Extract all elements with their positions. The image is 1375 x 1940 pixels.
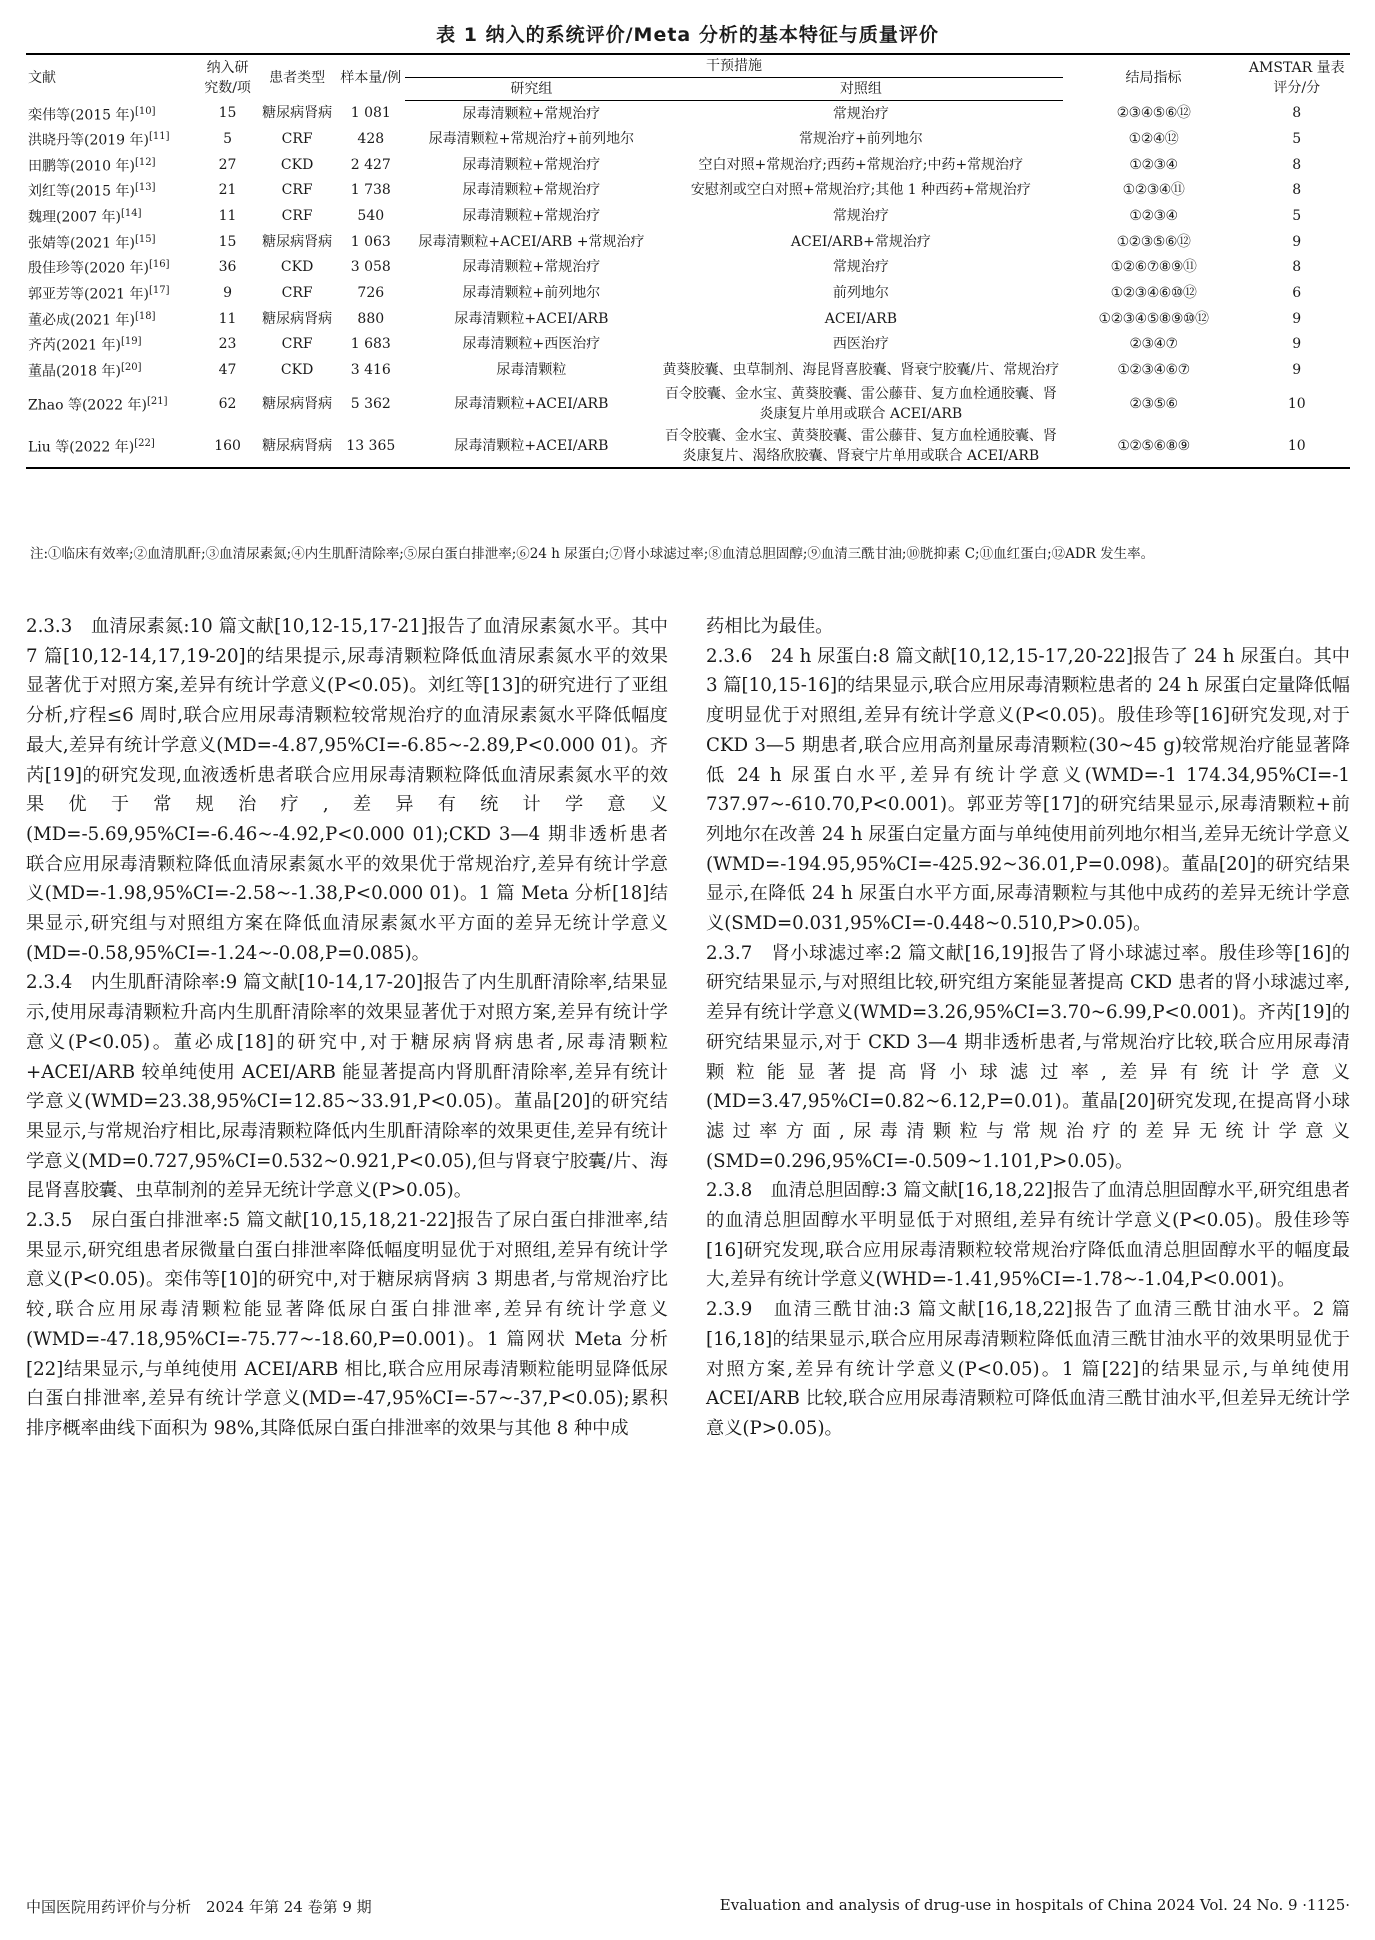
- header-outcomes: 结局指标: [1063, 54, 1243, 101]
- citation-ref: [16]: [149, 259, 170, 271]
- cell-control-group: 常规治疗+前列地尔: [799, 130, 923, 147]
- citation-ref: [12]: [135, 156, 156, 168]
- section-2-3-4: 2.3.4 内生肌酐清除率:9 篇文献[10-14,17-20]报告了内生肌酐清除率,结果显示,使用尿毒清颗粒升高内生肌酐清除率的效果显著优于对照方案,差异有统计学意义(P<0.05)。董必成[18]的研究中,对于糖尿病肾病患者,尿毒清颗粒+ACEI/ARB 较单纯使用 ACEI/ARB 能显著提高内肾肌酐清除率,差异有统计学意义(WMD=23.38,95%CI=12.85~33.91,P<0.05)。董晶[20]的研究结果显示,与常规治疗相比,尿毒清颗粒降低内生肌酐清除率的效果更佳,差异有统计学意义(MD=0.727,95%CI=0.532~0.921,P<0.05),但与肾衰宁胶囊/片、海昆肾喜胶囊、虫草制剂的差异无统计学意义(P>0.05)。: [26, 972, 668, 1202]
- cell-patient-type: CRF: [281, 130, 313, 147]
- cell-literature: 董晶(2018 年)[20]: [28, 362, 142, 380]
- cell-studies: 160: [198, 425, 257, 468]
- cell-patient-type: 糖尿病肾病: [262, 233, 333, 250]
- cell-patient-type: CKD: [280, 156, 314, 173]
- cell-studies: 47: [218, 361, 237, 378]
- cell-literature: Liu 等(2022 年)[22]: [26, 425, 198, 468]
- cell-control-group: 常规治疗: [832, 207, 889, 224]
- cell-literature: 郭亚芳等(2021 年)[17]: [28, 285, 170, 303]
- cell-outcomes: ①②③④⑥⑦: [1117, 361, 1190, 378]
- cell-outcomes: ②③④⑤⑥⑫: [1116, 105, 1191, 122]
- cell-studies: 11: [218, 207, 237, 224]
- cell-outcomes: ②③④⑦: [1129, 336, 1178, 353]
- cell-study-group: 尿毒清颗粒+ACEI/ARB: [454, 395, 609, 412]
- cell-literature: 董必成(2021 年)[18]: [28, 310, 156, 329]
- table-row: [26, 383, 1350, 425]
- cell-control-group: 空白对照+常规治疗;西药+常规治疗;中药+常规治疗: [698, 156, 1024, 173]
- citation-ref: [10]: [135, 105, 156, 117]
- cell-control-group: 前列地尔: [832, 284, 889, 301]
- cell-control-group: 百令胶囊、金水宝、黄葵胶囊、雷公藤苷、复方血栓通胶囊、肾炎康复片单用或联合 ACEI/ARB: [664, 385, 1057, 422]
- cell-study-group: 尿毒清颗粒+常规治疗+前列地尔: [428, 130, 635, 147]
- cell-studies: 21: [218, 182, 237, 199]
- cell-score: 9: [1292, 310, 1302, 327]
- cell-study-group: 尿毒清颗粒+常规治疗: [462, 259, 601, 276]
- cell-sample: 540: [357, 207, 385, 224]
- cell-score: 9: [1292, 233, 1302, 250]
- cell-sample: 13 365: [337, 425, 405, 468]
- cell-patient-type: 糖尿病肾病: [262, 395, 333, 412]
- table-row: [26, 425, 1350, 468]
- header-literature: 文献: [26, 54, 198, 101]
- cell-patient-type: CRF: [281, 284, 313, 301]
- cell-study-group: 尿毒清颗粒: [496, 361, 567, 378]
- cell-study-group: 尿毒清颗粒+ACEI/ARB: [405, 425, 659, 468]
- cell-score: 5: [1292, 207, 1302, 224]
- cell-study-group: 尿毒清颗粒+常规治疗: [462, 207, 601, 224]
- cell-sample: 3 416: [350, 361, 391, 378]
- cell-score: 9: [1292, 361, 1302, 378]
- table-row: [26, 331, 1350, 357]
- cell-outcomes: ①②④⑫: [1128, 130, 1179, 147]
- cell-patient-type: CRF: [281, 207, 313, 224]
- cell-score: 8: [1292, 105, 1302, 122]
- cell-study-group: 尿毒清颗粒+前列地尔: [462, 284, 601, 301]
- cell-studies: 9: [223, 284, 233, 301]
- table-row: [26, 152, 1350, 178]
- table-row: [26, 126, 1350, 152]
- cell-control-group: 安慰剂或空白对照+常规治疗;其他 1 种西药+常规治疗: [690, 182, 1031, 199]
- cell-score: 5: [1292, 130, 1302, 147]
- cell-studies: 15: [218, 105, 237, 122]
- cell-control-group: 黄葵胶囊、虫草制剂、海昆肾喜胶囊、肾衰宁胶囊/片、常规治疗: [662, 361, 1060, 378]
- cell-outcomes: ①②③④: [1129, 156, 1178, 173]
- cell-sample: 1 081: [350, 105, 391, 122]
- body-left-column: [26, 612, 668, 1444]
- citation-ref: [19]: [121, 336, 142, 348]
- cell-patient-type: CKD: [280, 361, 314, 378]
- cell-sample: 428: [357, 130, 385, 147]
- section-2-3-5-continued: 药相比为最佳。: [706, 616, 834, 637]
- cell-score: 8: [1292, 259, 1302, 276]
- cell-sample: 1 738: [350, 182, 391, 199]
- table-title: 表 1 纳入的系统评价/Meta 分析的基本特征与质量评价: [436, 24, 939, 46]
- cell-literature: 刘红等(2015 年)[13]: [28, 182, 156, 201]
- cell-score: 10: [1244, 425, 1350, 468]
- section-2-3-6: 2.3.6 24 h 尿蛋白:8 篇文献[10,12,15-17,20-22]报告了 24 h 尿蛋白。其中 3 篇[10,15-16]的结果显示,联合应用尿毒清颗粒患者的 24 h 尿蛋白定量降低幅度明显优于对照组,差异有统计学意义(P<0.05)。殷佳珍等[16]研究发现,对于 CKD 3—5 期患者,联合应用高剂量尿毒清颗粒(30~45 g)较常规治疗能显著降低 24 h 尿蛋白水平,差异有统计学意义(WMD=-1 174.34,95%CI=-1 737.97~-610.70,P<0.001)。郭亚芳等[17]的研究结果显示,尿毒清颗粒+前列地尔在改善 24 h 尿蛋白定量方面与单纯使用前列地尔相当,差异无统计学意义(WMD=-194.95,95%CI=-425.92~36.01,P=0.098)。董晶[20]的研究结果显示,在降低 24 h 尿蛋白水平方面,尿毒清颗粒与其他中成药的差异无统计学意义(SMD=0.031,95%CI=-0.448~0.510,P>0.05)。: [706, 645, 1350, 935]
- table-row: [26, 101, 1350, 127]
- header-sample: 样本量/例: [337, 54, 405, 101]
- cell-study-group: 尿毒清颗粒+常规治疗: [462, 105, 601, 122]
- cell-score: 10: [1287, 395, 1306, 412]
- citation-ref: [18]: [135, 310, 156, 322]
- header-study-group: 研究组: [405, 78, 659, 101]
- body-right-column: [706, 612, 1350, 1444]
- header-amstar: AMSTAR 量表评分/分: [1244, 54, 1350, 101]
- cell-outcomes: ①②③④: [1129, 207, 1178, 224]
- section-2-3-7: 2.3.7 肾小球滤过率:2 篇文献[16,19]报告了肾小球滤过率。殷佳珍等[16]的研究结果显示,与对照组比较,研究组方案能显著提高 CKD 患者的肾小球滤过率,差异有统计学意义(WMD=3.26,95%CI=3.70~6.99,P<0.001)。齐芮[19]的研究结果显示,对于 CKD 3—4 期非透析患者,与常规治疗比较,联合应用尿毒清颗粒能显著提高肾小球滤过率,差异有统计学意义(MD=3.47,95%CI=0.82~6.12,P=0.01)。董晶[20]研究发现,在提高肾小球滤过率方面,尿毒清颗粒与常规治疗的差异无统计学意义(SMD=0.296,95%CI=-0.509~1.101,P>0.05)。: [706, 942, 1350, 1172]
- cell-sample: 5 362: [350, 395, 391, 412]
- characteristics-table: [26, 53, 1350, 469]
- cell-outcomes: ②③⑤⑥: [1129, 395, 1178, 412]
- cell-literature: 张婧等(2021 年)[15]: [28, 233, 156, 252]
- cell-studies: 62: [218, 395, 237, 412]
- journal-name-cn: 中国医院用药评价与分析 2024 年第 24 卷第 9 期: [26, 1898, 372, 1916]
- cell-score: 9: [1292, 336, 1302, 353]
- cell-literature: 殷佳珍等(2020 年)[16]: [28, 259, 170, 278]
- cell-control-group: ACEI/ARB: [824, 310, 897, 327]
- cell-outcomes: ①②⑤⑥⑧⑨: [1063, 425, 1243, 468]
- header-intervention: 干预措施: [405, 54, 1064, 78]
- citation-ref: [13]: [135, 182, 156, 194]
- section-2-3-3: 2.3.3 血清尿素氮:10 篇文献[10,12-15,17-21]报告了血清尿素氮水平。其中 7 篇[10,12-14,17,19-20]的结果提示,尿毒清颗粒降低血清尿素氮水平的效果显著优于对照方案,差异有统计学意义(P<0.05)。刘红等[13]的研究进行了亚组分析,疗程≤6 周时,联合应用尿毒清颗粒较常规治疗的血清尿素氮水平降低幅度最大,差异有统计学意义(MD=-4.87,95%CI=-6.85~-2.89,P<0.000 01)。齐芮[19]的研究发现,血液透析患者联合应用尿毒清颗粒降低血清尿素氮水平的效果优于常规治疗,差异有统计学意义(MD=-5.69,95%CI=-6.46~-4.92,P<0.000 01);CKD 3—4 期非透析患者联合应用尿毒清颗粒降低血清尿素氮水平的效果优于常规治疗,差异有统计学意义(MD=-1.98,95%CI=-2.58~-1.38,P<0.000 01)。1 篇 Meta 分析[18]结果显示,研究组与对照组方案在降低血清尿素氮水平方面的差异无统计学意义(MD=-0.58,95%CI=-1.24~-0.08,P=0.085)。: [26, 616, 668, 964]
- cell-sample: 726: [357, 284, 385, 301]
- header-patient-type: 患者类型: [257, 54, 337, 101]
- cell-study-group: 尿毒清颗粒+常规治疗: [462, 156, 601, 173]
- cell-study-group: 尿毒清颗粒+ACEI/ARB +常规治疗: [418, 233, 645, 250]
- cell-patient-type: CKD: [280, 259, 314, 276]
- cell-literature: 洪晓丹等(2019 年)[11]: [28, 131, 170, 149]
- cell-studies: 5: [223, 130, 233, 147]
- cell-studies: 27: [218, 156, 237, 173]
- table-row: [26, 306, 1350, 332]
- table-row: [26, 357, 1350, 383]
- cell-patient-type: CRF: [281, 336, 313, 353]
- cell-outcomes: ①②⑥⑦⑧⑨⑪: [1110, 259, 1197, 276]
- cell-outcomes: ①②③④⑥⑩⑫: [1110, 284, 1197, 301]
- table-row: [26, 254, 1350, 280]
- cell-studies: 15: [218, 233, 237, 250]
- cell-literature: 栾伟等(2015 年)[10]: [28, 105, 156, 124]
- header-studies: 纳入研究数/项: [198, 54, 257, 101]
- cell-studies: 36: [218, 259, 237, 276]
- cell-score: 8: [1292, 182, 1302, 199]
- cell-control-group: 常规治疗: [832, 259, 889, 276]
- table-note: 注:①临床有效率;②血清肌酐;③血清尿素氮;④内生肌酐清除率;⑤尿白蛋白排泄率;⑥24 h 尿蛋白;⑦肾小球滤过率;⑧血清总胆固醇;⑨血清三酰甘油;⑩胱抑素 C;⑪血红蛋白;⑫ADR 发生率。: [30, 546, 1155, 562]
- cell-sample: 3 058: [350, 259, 391, 276]
- cell-studies: 23: [218, 336, 237, 353]
- cell-study-group: 尿毒清颗粒+西医治疗: [462, 336, 601, 353]
- cell-literature: 田鹏等(2010 年)[12]: [28, 156, 156, 175]
- table-row: [26, 229, 1350, 255]
- cell-outcomes: ①②③⑤⑥⑫: [1116, 233, 1191, 250]
- citation-ref: [20]: [121, 362, 142, 374]
- section-2-3-9: 2.3.9 血清三酰甘油:3 篇文献[16,18,22]报告了血清三酰甘油水平。2 篇[16,18]的结果显示,联合应用尿毒清颗粒降低血清三酰甘油水平的效果明显优于对照方案,差异有统计学意义(P<0.05)。1 篇[22]的结果显示,与单纯使用 ACEI/ARB 比较,联合应用尿毒清颗粒可降低血清三酰甘油水平,但差异无统计学意义(P>0.05)。: [706, 1299, 1350, 1439]
- cell-literature: 齐芮(2021 年)[19]: [28, 336, 142, 355]
- cell-patient-type: CRF: [281, 182, 313, 199]
- cell-control-group: 常规治疗: [832, 105, 889, 122]
- cell-patient-type: 糖尿病肾病: [262, 105, 333, 122]
- citation-ref: [22]: [134, 437, 155, 449]
- table-row: [26, 203, 1350, 229]
- table-row: [26, 177, 1350, 203]
- cell-score: 6: [1292, 284, 1302, 301]
- journal-name-en: Evaluation and analysis of drug-use in hospitals of China 2024 Vol. 24 No. 9 ·1125·: [719, 1896, 1350, 1914]
- cell-sample: 1 063: [350, 233, 391, 250]
- citation-ref: [14]: [121, 208, 142, 220]
- cell-score: 8: [1292, 156, 1302, 173]
- header-control-group: 对照组: [658, 78, 1063, 101]
- section-2-3-8: 2.3.8 血清总胆固醇:3 篇文献[16,18,22]报告了血清总胆固醇水平,研究组患者的血清总胆固醇水平明显低于对照组,差异有统计学意义(P<0.05)。殷佳珍等[16]研究发现,联合应用尿毒清颗粒较常规治疗降低血清总胆固醇水平的幅度最大,差异有统计学意义(WHD=-1.41,95%CI=-1.78~-1.04,P<0.001)。: [706, 1180, 1350, 1291]
- citation-ref: [15]: [135, 233, 156, 245]
- cell-control-group: 西医治疗: [832, 336, 889, 353]
- cell-patient-type: 糖尿病肾病: [262, 310, 333, 327]
- cell-study-group: 尿毒清颗粒+常规治疗: [462, 182, 601, 199]
- table-row: [26, 280, 1350, 306]
- cell-control-group: 百令胶囊、金水宝、黄葵胶囊、雷公藤苷、复方血栓通胶囊、肾炎康复片、渴络欣胶囊、肾衰宁片单用或联合 ACEI/ARB: [658, 425, 1063, 468]
- cell-patient-type: 糖尿病肾病: [257, 425, 337, 468]
- cell-control-group: ACEI/ARB+常规治疗: [790, 233, 931, 250]
- cell-literature: Zhao 等(2022 年)[21]: [28, 395, 168, 414]
- cell-sample: 880: [357, 310, 385, 327]
- cell-literature: 魏理(2007 年)[14]: [28, 208, 142, 226]
- cell-outcomes: ①②③④⑤⑧⑨⑩⑫: [1098, 310, 1209, 327]
- page-footer: [26, 1896, 1350, 1920]
- cell-sample: 2 427: [350, 156, 391, 173]
- cell-sample: 1 683: [350, 336, 391, 353]
- cell-outcomes: ①②③④⑪: [1122, 182, 1185, 199]
- cell-studies: 11: [218, 310, 237, 327]
- cell-study-group: 尿毒清颗粒+ACEI/ARB: [454, 310, 609, 327]
- citation-ref: [21]: [146, 395, 168, 407]
- section-2-3-5: 2.3.5 尿白蛋白排泄率:5 篇文献[10,15,18,21-22]报告了尿白蛋白排泄率,结果显示,研究组患者尿微量白蛋白排泄率降低幅度明显优于对照组,差异有统计学意义(P<0.05)。栾伟等[10]的研究中,对于糖尿病肾病 3 期患者,与常规治疗比较,联合应用尿毒清颗粒能显著降低尿白蛋白排泄率,差异有统计学意义(WMD=-47.18,95%CI=-75.77~-18.60,P=0.001)。1 篇网状 Meta 分析[22]结果显示,与单纯使用 ACEI/ARB 相比,联合应用尿毒清颗粒能明显降低尿白蛋白排泄率,差异有统计学意义(MD=-47,95%CI=-57~-37,P<0.05);累积排序概率曲线下面积为 98%,其降低尿白蛋白排泄率的效果与其他 8 种中成: [26, 1210, 668, 1439]
- citation-ref: [11]: [149, 131, 170, 143]
- citation-ref: [17]: [149, 285, 170, 297]
